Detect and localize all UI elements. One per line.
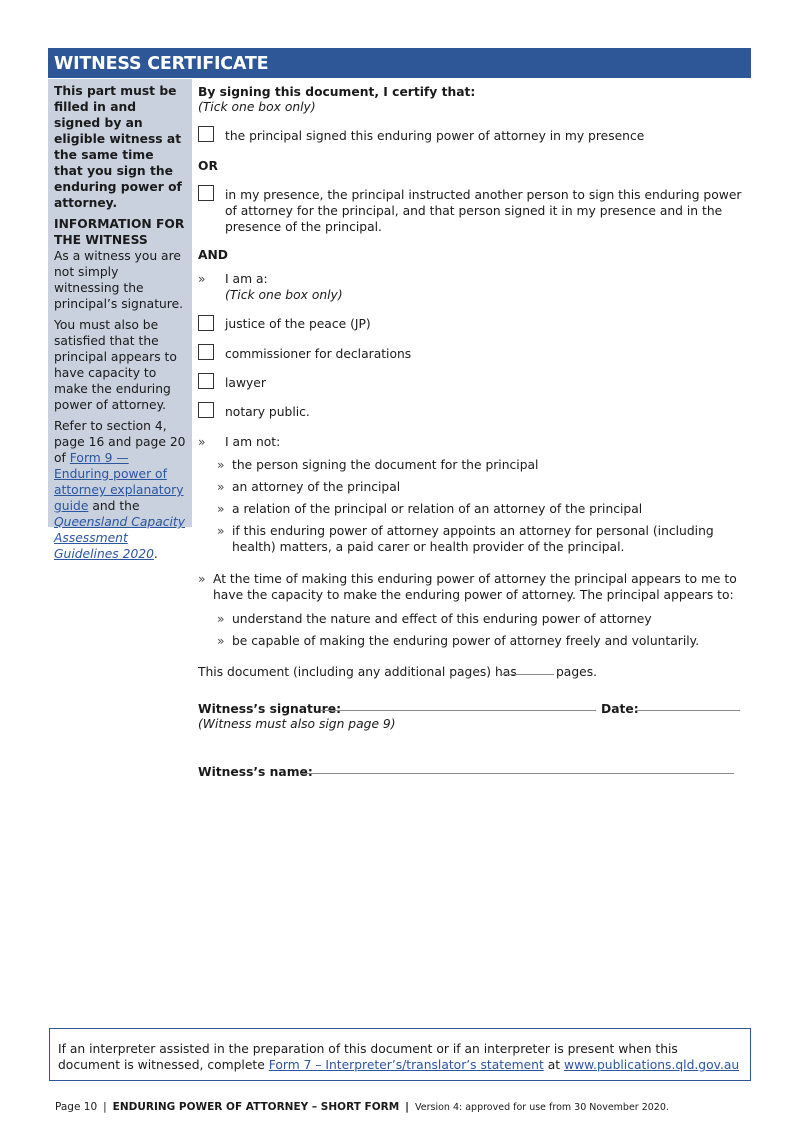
witness-name-field[interactable] bbox=[301, 773, 734, 774]
witness-signature-label: Witness’s signature: bbox=[198, 702, 342, 716]
capacity-item-chevron-icon: » bbox=[217, 612, 225, 626]
principal-signed-checkbox[interactable] bbox=[198, 126, 214, 142]
page-count-field[interactable] bbox=[500, 674, 554, 675]
capacity-item-chevron-icon: » bbox=[217, 634, 225, 648]
sign-page-note: (Witness must also sign page 9) bbox=[198, 717, 396, 731]
and-label: AND bbox=[198, 248, 229, 262]
sidebar-and-the: and the bbox=[92, 499, 140, 513]
iam-chevron-icon: » bbox=[198, 272, 206, 286]
capacity-item: be capable of making the enduring power of attorney freely and voluntarily. bbox=[232, 634, 700, 648]
not-item-chevron-icon: » bbox=[217, 458, 225, 472]
footer-title: ENDURING POWER OF ATTORNEY – SHORT FORM bbox=[112, 1101, 400, 1113]
not-item-chevron-icon: » bbox=[217, 480, 225, 494]
lawyer-label: lawyer bbox=[225, 376, 266, 390]
sidebar-refer-prefix: Refer to section 4, page 16 and page 20 of bbox=[54, 419, 186, 465]
sidebar-intro: This part must be filled in and signed by an eligible witness at the same time that you sign the enduring power of attorney. bbox=[54, 84, 182, 210]
footer-version: Version 4: approved for use from 30 November 2020. bbox=[415, 1102, 669, 1113]
section-title: WITNESS CERTIFICATE bbox=[54, 54, 269, 74]
lawyer-checkbox[interactable] bbox=[198, 373, 214, 389]
instructed-person-label: in my presence, the principal instructed another person to sign this enduring power of attorney for the principal, and that person signed it in my presence and in the presence of the principal. bbox=[225, 188, 742, 234]
publications-link[interactable]: www.publications.qld.gov.au bbox=[564, 1058, 740, 1072]
not-item-chevron-icon: » bbox=[217, 524, 225, 538]
jp-label: justice of the peace (JP) bbox=[225, 317, 371, 331]
form7-link[interactable]: Form 7 – Interpreter’s/translator’s statement bbox=[268, 1058, 544, 1072]
instructed-person-checkbox[interactable] bbox=[198, 185, 214, 201]
sidebar-info-heading: INFORMATION FOR THE WITNESS bbox=[54, 217, 185, 247]
date-label: Date: bbox=[601, 702, 639, 716]
capacity-item: understand the nature and effect of this enduring power of attorney bbox=[232, 612, 652, 626]
principal-signed-label: the principal signed this enduring power of attorney in my presence bbox=[225, 129, 645, 143]
notary-label: notary public. bbox=[225, 405, 310, 419]
page-footer bbox=[55, 1100, 669, 1115]
pages-prefix: This document (including any additional pages) has bbox=[198, 665, 517, 679]
footer-divider: | bbox=[405, 1101, 409, 1113]
certify-tick-instruction: (Tick one box only) bbox=[198, 100, 316, 114]
witness-name-label: Witness’s name: bbox=[198, 765, 313, 779]
date-field[interactable] bbox=[636, 710, 740, 711]
or-label: OR bbox=[198, 159, 218, 173]
pages-suffix: pages. bbox=[556, 665, 598, 679]
certify-heading: By signing this document, I certify that: bbox=[198, 85, 476, 99]
interpreter-at: at bbox=[547, 1058, 561, 1072]
iam-label: I am a: bbox=[225, 272, 268, 286]
page-number: Page 10 bbox=[55, 1101, 98, 1113]
not-item: if this enduring power of attorney appoints an attorney for personal (including health) matters, a paid carer or health provider of the principal. bbox=[232, 524, 714, 554]
capacity-chevron-icon: » bbox=[198, 572, 206, 586]
jp-checkbox[interactable] bbox=[198, 315, 214, 331]
witness-signature-field[interactable] bbox=[321, 710, 596, 711]
sidebar-capacity-text: You must also be satisfied that the principal appears to have capacity to make the enduring power of attorney. bbox=[54, 318, 177, 412]
not-item: an attorney of the principal bbox=[232, 480, 401, 494]
capacity-text: At the time of making this enduring power of attorney the principal appears to me to have the capacity to make the enduring power of attorney. The principal appears to: bbox=[213, 572, 737, 602]
sidebar-info-text: As a witness you are not simply witnessing the principal’s signature. bbox=[54, 249, 184, 311]
qcag-link[interactable]: Queensland Capacity Assessment Guidelines 2020 bbox=[54, 515, 186, 561]
iam-not-chevron-icon: » bbox=[198, 435, 206, 449]
interpreter-note bbox=[49, 1028, 751, 1081]
footer-divider: | bbox=[103, 1101, 107, 1113]
interpreter-text: If an interpreter assisted in the preparation of this document or if an interpreter is present when this document is witnessed, complete bbox=[58, 1042, 678, 1072]
not-item: the person signing the document for the principal bbox=[232, 458, 539, 472]
sidebar-period: . bbox=[153, 547, 158, 561]
not-item: a relation of the principal or relation of an attorney of the principal bbox=[232, 502, 643, 516]
commissioner-label: commissioner for declarations bbox=[225, 347, 412, 361]
section-header bbox=[48, 48, 751, 78]
notary-checkbox[interactable] bbox=[198, 402, 214, 418]
iam-tick-instruction: (Tick one box only) bbox=[225, 288, 343, 302]
commissioner-checkbox[interactable] bbox=[198, 344, 214, 360]
iam-not-label: I am not: bbox=[225, 435, 281, 449]
explanatory-guide-link[interactable]: Form 9 — Enduring power of attorney explanatory guide bbox=[54, 451, 184, 513]
witness-info-sidebar bbox=[48, 79, 192, 561]
sidebar-refer bbox=[54, 418, 186, 562]
not-item-chevron-icon: » bbox=[217, 502, 225, 516]
